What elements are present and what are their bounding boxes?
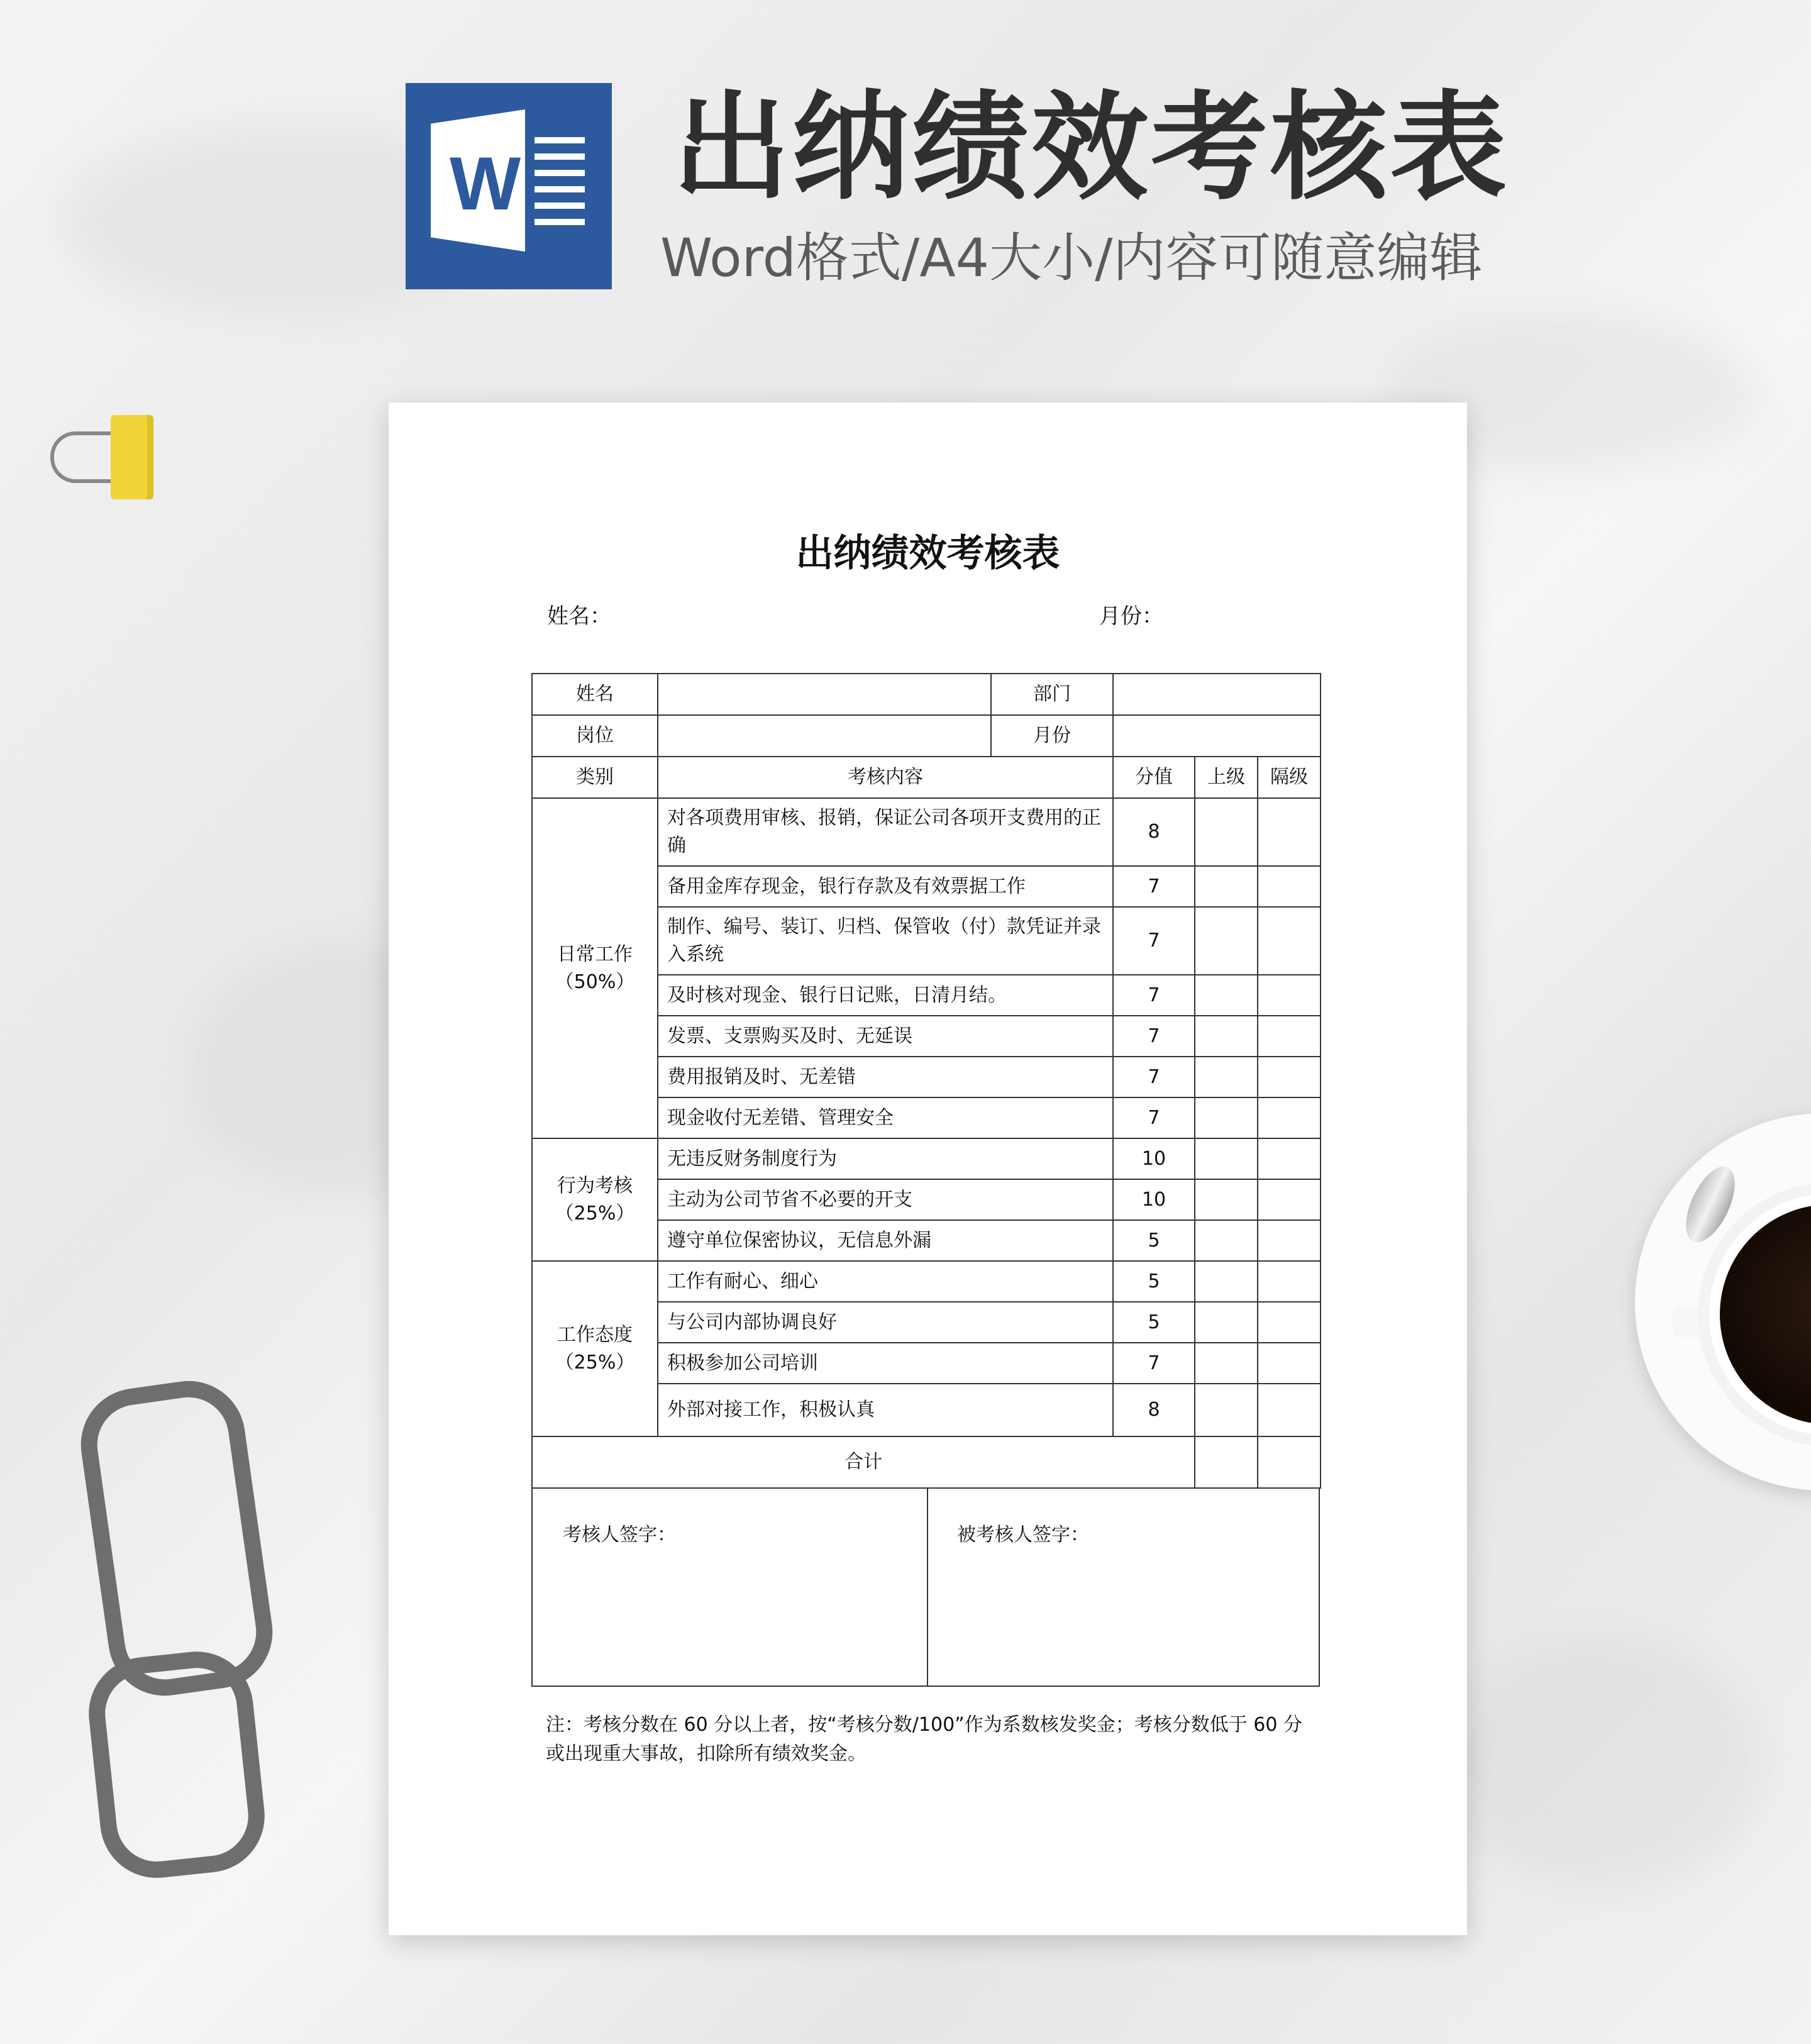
score-cell: 10 [1113,1179,1195,1220]
total-label: 合计 [532,1436,1195,1488]
content-cell: 对各项费用审核、报销，保证公司各项开支费用的正确 [658,798,1113,866]
evaluation-table [531,673,1321,1489]
superior-cell[interactable] [1195,1343,1258,1384]
document-page [389,403,1467,1935]
category-percent: （50%） [555,970,635,993]
score-cell: 7 [1113,975,1195,1016]
content-cell: 费用报销及时、无差错 [658,1057,1113,1097]
skip-cell[interactable] [1258,1138,1321,1179]
score-cell: 8 [1113,1384,1195,1436]
name-label: 姓名： [547,604,611,629]
superior-cell[interactable] [1195,798,1258,866]
superior-cell[interactable] [1195,1016,1258,1057]
score-cell: 7 [1113,1097,1195,1138]
content-cell: 及时核对现金、银行日记账，日清月结。 [658,975,1113,1016]
superior-cell[interactable] [1195,1138,1258,1179]
skip-cell[interactable] [1258,1097,1321,1138]
score-cell: 7 [1113,1343,1195,1384]
score-cell: 10 [1113,1138,1195,1179]
signature-area [531,1487,1320,1687]
skip-cell[interactable] [1258,975,1321,1016]
col-header-score: 分值 [1113,757,1195,798]
category-cell [532,798,658,1138]
skip-cell[interactable] [1258,1343,1321,1384]
skip-cell[interactable] [1258,1179,1321,1220]
glasses-lens-bottom [83,1646,270,1883]
content-cell: 备用金库存现金，银行存款及有效票据工作 [658,866,1113,907]
superior-cell[interactable] [1195,866,1258,907]
word-logo-lines [534,137,585,235]
category-name: 日常工作 [557,943,633,965]
superior-cell[interactable] [1195,1097,1258,1138]
col-header-content: 考核内容 [658,757,1113,798]
total-row [532,1436,1321,1488]
category-percent: （25%） [555,1351,635,1374]
score-cell: 7 [1113,866,1195,907]
superior-cell[interactable] [1195,1261,1258,1302]
skip-cell[interactable] [1258,1261,1321,1302]
table-row [532,798,1321,866]
banner-title: 出纳绩效考核表 [673,79,1510,216]
word-logo-letter: W [450,142,521,226]
category-name: 工作态度 [557,1323,633,1346]
binder-clip-icon [111,415,153,499]
content-cell: 现金收付无差错、管理安全 [658,1097,1113,1138]
total-superior-cell[interactable] [1195,1436,1258,1488]
skip-cell[interactable] [1258,1302,1321,1343]
col-header-skip: 隔级 [1258,757,1321,798]
skip-cell[interactable] [1258,907,1321,975]
info-post-value[interactable] [658,715,991,757]
category-cell [532,1138,658,1261]
skip-cell[interactable] [1258,1016,1321,1057]
score-cell: 7 [1113,1057,1195,1097]
category-percent: （25%） [555,1202,635,1225]
superior-cell[interactable] [1195,975,1258,1016]
score-cell: 5 [1113,1261,1195,1302]
content-cell: 外部对接工作，积极认真 [658,1384,1113,1436]
content-cell: 发票、支票购买及时、无延误 [658,1016,1113,1057]
content-cell: 积极参加公司培训 [658,1343,1113,1384]
evaluator-signature-label: 考核人签字： [563,1524,676,1546]
col-header-superior: 上级 [1195,757,1258,798]
skip-cell[interactable] [1258,1057,1321,1097]
content-cell: 工作有耐心、细心 [658,1261,1113,1302]
info-post-label: 岗位 [532,715,658,757]
info-dept-value[interactable] [1113,674,1321,715]
score-cell: 7 [1113,907,1195,975]
superior-cell[interactable] [1195,1179,1258,1220]
footnote: 注：考核分数在 60 分以上者，按“考核分数/100”作为系数核发奖金；考核分数低于 60 分或出现重大事故，扣除所有绩效奖金。 [546,1714,1302,1765]
superior-cell[interactable] [1195,907,1258,975]
document-title: 出纳绩效考核表 [795,531,1060,575]
superior-cell[interactable] [1195,1302,1258,1343]
info-dept-label: 部门 [991,674,1113,715]
superior-cell[interactable] [1195,1384,1258,1436]
skip-cell[interactable] [1258,798,1321,866]
category-name: 行为考核 [557,1174,633,1197]
table-row [532,1261,1321,1302]
content-cell: 与公司内部协调良好 [658,1302,1113,1343]
superior-cell[interactable] [1195,1220,1258,1261]
score-cell: 7 [1113,1016,1195,1057]
word-logo-icon [406,83,612,289]
content-cell: 无违反财务制度行为 [658,1138,1113,1179]
month-label: 月份： [1099,604,1163,629]
skip-cell[interactable] [1258,1384,1321,1436]
category-cell [532,1261,658,1436]
signature-divider [927,1487,928,1686]
table-row [532,1138,1321,1179]
col-header-category: 类别 [532,757,658,798]
score-cell: 8 [1113,798,1195,866]
evaluatee-signature-label: 被考核人签字： [957,1524,1089,1546]
skip-cell[interactable] [1258,1220,1321,1261]
content-cell: 制作、编号、装订、归档、保管收（付）款凭证并录入系统 [658,907,1113,975]
score-cell: 5 [1113,1220,1195,1261]
total-skip-cell[interactable] [1258,1436,1321,1488]
info-month-value[interactable] [1113,715,1321,757]
skip-cell[interactable] [1258,866,1321,907]
content-cell: 遵守单位保密协议，无信息外漏 [658,1220,1113,1261]
info-name-value[interactable] [658,674,991,715]
superior-cell[interactable] [1195,1057,1258,1097]
banner-subtitle: Word格式/A4大小/内容可随意编辑 [660,227,1483,289]
info-name-label: 姓名 [532,674,658,715]
marble-vein [1446,1635,1761,1887]
content-cell: 主动为公司节省不必要的开支 [658,1179,1113,1220]
score-cell: 5 [1113,1302,1195,1343]
info-month-label: 月份 [991,715,1113,757]
